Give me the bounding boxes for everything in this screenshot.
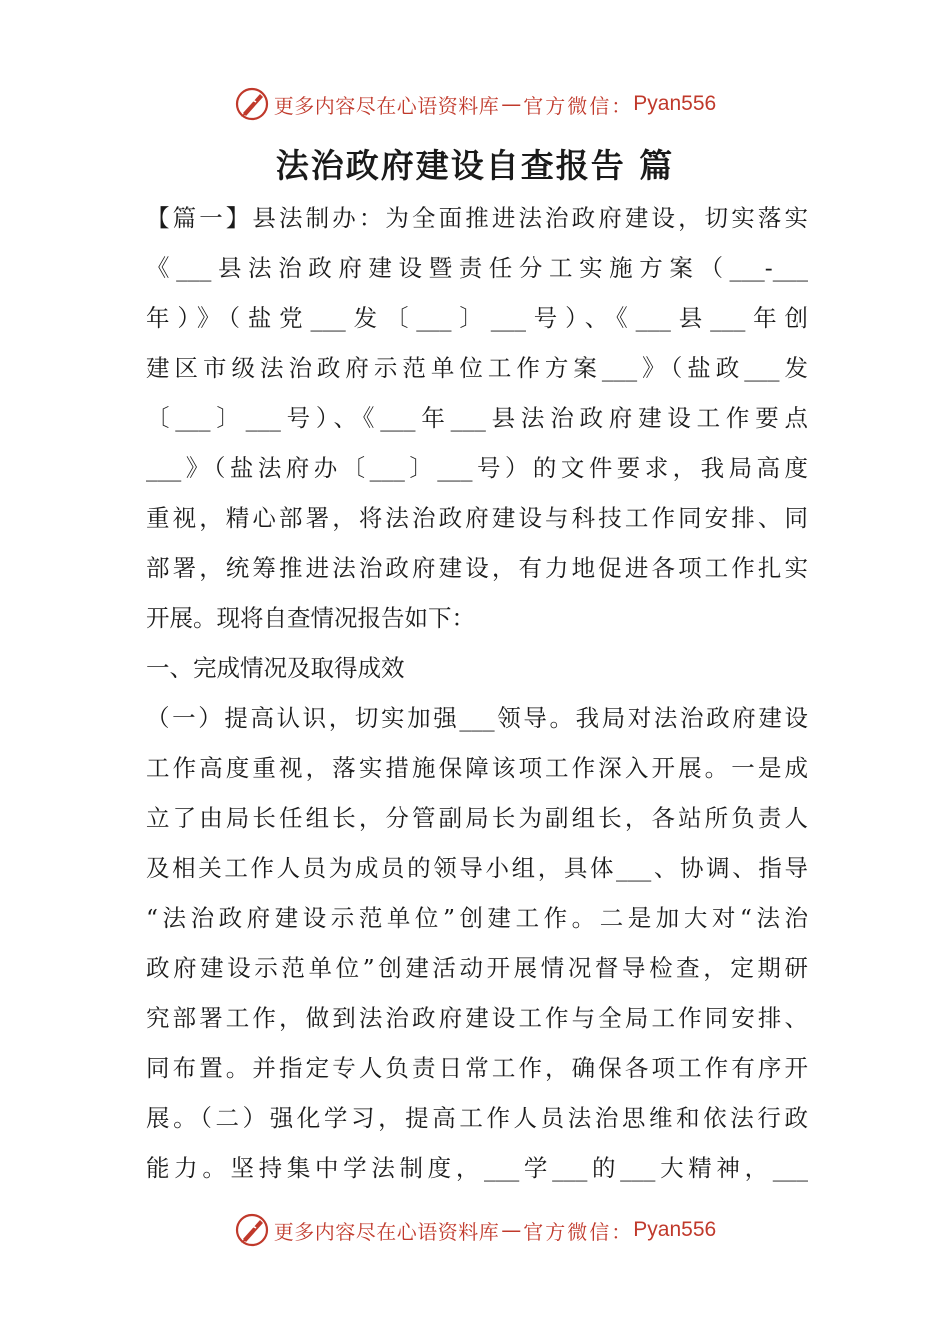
- watermark-banner-bottom: [0, 1210, 950, 1250]
- document-body: [146, 196, 808, 1196]
- body-line: ___》（盐法府办〔___〕___号）的文件要求，我局高度: [146, 454, 808, 482]
- body-line: 究部署工作，做到法治政府建设工作与全局工作同安排、: [146, 1004, 808, 1032]
- watermark-wechat-id: Pyan556: [633, 92, 717, 115]
- body-line: 《___县法治政府建设暨责任分工实施方案（___-___: [146, 254, 808, 282]
- watermark-official: 官方微信：: [523, 1219, 634, 1244]
- body-line: （一）提高认识，切实加强___领导。我局对法治政府建设: [146, 704, 808, 732]
- body-line: “法治政府建设示范单位”创建工作。二是加大对“法治: [146, 904, 808, 932]
- body-line: 部署，统筹推进法治政府建设，有力地促进各项工作扎实: [146, 554, 808, 582]
- watermark-wechat-id: Pyan556: [633, 1218, 717, 1241]
- body-line: 立了由局长任组长，分管副局长为副组长，各站所负责人: [146, 804, 808, 832]
- body-line: 年）》（盐党___发〔___〕___号）、《___县___年创: [146, 304, 808, 332]
- body-line: 能力。坚持集中学法制度，___学___的___大精神，___: [146, 1154, 808, 1182]
- section-heading: 一、完成情况及取得成效: [146, 654, 405, 682]
- body-line: 建区市级法治政府示范单位工作方案___》（盐政___发: [146, 354, 808, 382]
- body-line: 【篇一】县法制办：为全面推进法治政府建设，切实落实: [146, 204, 808, 232]
- watermark-brand: 更多内容尽在心语资料库: [273, 93, 500, 118]
- watermark-dash: —: [501, 1218, 522, 1242]
- quill-logo-icon: [234, 1212, 270, 1248]
- body-line: 重视，精心部署，将法治政府建设与科技工作同安排、同: [146, 504, 808, 532]
- body-line: 及相关工作人员为成员的领导小组，具体___、协调、指导: [146, 854, 808, 882]
- watermark-banner-top: [0, 84, 950, 124]
- watermark-official: 官方微信：: [523, 93, 634, 118]
- watermark-dash: —: [501, 92, 522, 116]
- quill-logo-icon: [234, 86, 270, 122]
- body-line: 政府建设示范单位”创建活动开展情况督导检查，定期研: [146, 954, 808, 982]
- watermark-brand: 更多内容尽在心语资料库: [273, 1219, 500, 1244]
- body-line: 工作高度重视，落实措施保障该项工作深入开展。一是成: [146, 754, 808, 782]
- body-line: 同布置。并指定专人负责日常工作，确保各项工作有序开: [146, 1054, 808, 1082]
- body-line: 〔___〕___号）、《___年___县法治政府建设工作要点: [146, 404, 808, 432]
- document-title: 法治政府建设自查报告 篇: [275, 146, 675, 185]
- body-line: 开展。现将自查情况报告如下：: [146, 604, 475, 632]
- body-line: 展。（二）强化学习，提高工作人员法治思维和依法行政: [146, 1104, 808, 1132]
